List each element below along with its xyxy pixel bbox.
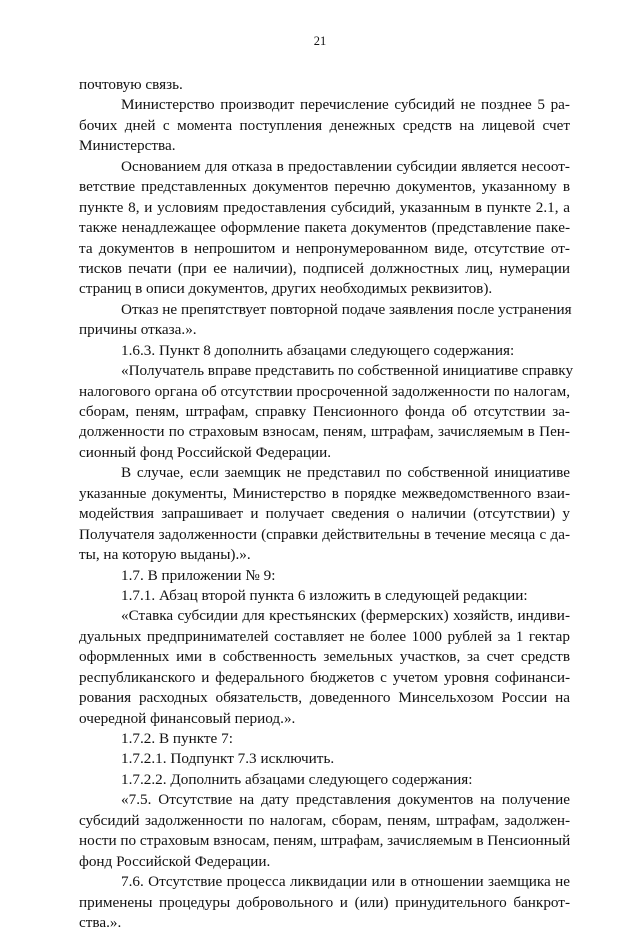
text-line: ветствие представленных документов перечню документов, указанному в (79, 178, 570, 196)
page-number: 21 (313, 34, 327, 48)
text-line: 7.6. Отсутствие процесса ликвидации или в отношении заемщика не (121, 873, 570, 891)
text-line: В случае, если заемщик не представил по собственной инициативе (121, 464, 570, 482)
text-line: страниц в описи документов, других необходимых реквизитов). (79, 280, 493, 298)
text-line: 1.7.1. Абзац второй пункта 6 изложить в следующей редакции: (121, 586, 528, 604)
text-line: указанные документы, Министерство в порядке межведомственного взаи- (79, 484, 570, 502)
text-line: бочих дней с момента поступления денежных средств на лицевой счет (79, 116, 570, 134)
text-line: «Ставка субсидии для крестьянских (фермерских) хозяйств, индиви- (121, 607, 570, 625)
text-line: дуальных предпринимателей составляет не более 1000 рублей за 1 гектар (79, 627, 570, 645)
text-line: 1.7.2.2. Дополнить абзацами следующего содержания: (121, 770, 473, 788)
text-line: Министерства. (79, 137, 176, 155)
text-line: модействия запрашивает и получает сведения о наличии (отсутствии) у (79, 505, 570, 523)
text-line: долженности по страховым взносам, пеням, штрафам, зачисляемым в Пен- (79, 423, 570, 441)
text-line: ства.». (79, 913, 122, 931)
text-line: сборам, пеням, штрафам, справку Пенсионного фонда об отсутствии за- (79, 403, 570, 420)
text-line: Получателя задолженности (справки действительны в течение месяца с да- (79, 525, 570, 543)
document-body (79, 75, 574, 933)
text-line: сионный фонд Российской Федерации. (79, 443, 332, 461)
text-line: Отказ не препятствует повторной подаче заявления после устранения (121, 300, 572, 318)
text-line: очередной финансовый период.». (79, 709, 296, 727)
text-line: фонд Российской Федерации. (79, 852, 271, 870)
text-line: тисков печати (при ее наличии), подписей должностных лиц, нумерации (79, 259, 570, 277)
text-line: 1.7. В приложении № 9: (121, 566, 276, 584)
text-line: рования расходных обязательств, доведенного Минсельхозом России на (79, 689, 570, 707)
text-line: «7.5. Отсутствие на дату представления документов на получение (121, 791, 570, 809)
text-line: ты, на которую выданы).». (79, 546, 251, 564)
text-line: ности по страховым взносам, пеням, штрафам, зачисляемым в Пенсионный (79, 832, 571, 850)
text-line: причины отказа.». (79, 321, 197, 339)
text-line: пункте 8, и условиям предоставления субсидий, указанным в пункте 2.1, а (79, 198, 570, 216)
text-line: также ненадлежащее оформление пакета документов (представление пакe- (79, 219, 570, 237)
text-line: оформленных ими в собственность земельных участков, за счет средств (79, 648, 570, 666)
text-line: субсидий задолженности по налогам, сборам, пеням, штрафам, задолжен- (79, 811, 570, 829)
text-line: 1.7.2.1. Подпункт 7.3 исключить. (121, 750, 335, 768)
text-line: 1.6.3. Пункт 8 дополнить абзацами следующего содержания: (121, 341, 515, 359)
text-line: Основанием для отказа в предоставлении субсидии является несоот- (121, 157, 570, 175)
text-line: та документов в непрошитом и непронумерованном виде, отсутствие от- (79, 239, 570, 257)
text-line: «Получатель вправе представить по собственной инициативе справку (121, 362, 574, 380)
text-line: почтовую связь. (79, 76, 183, 93)
text-line: республиканского и федерального бюджетов с учетом уровня софинанси- (79, 668, 570, 686)
text-line: 1.7.2. В пункте 7: (121, 730, 233, 747)
text-line: Министерство производит перечисление субсидий не позднее 5 ра- (121, 96, 570, 114)
text-line: применены процедуры добровольного и (или) принудительного банкрот- (79, 893, 570, 911)
text-line: налогового органа об отсутствии просроченной задолженности по налогам, (79, 382, 570, 400)
